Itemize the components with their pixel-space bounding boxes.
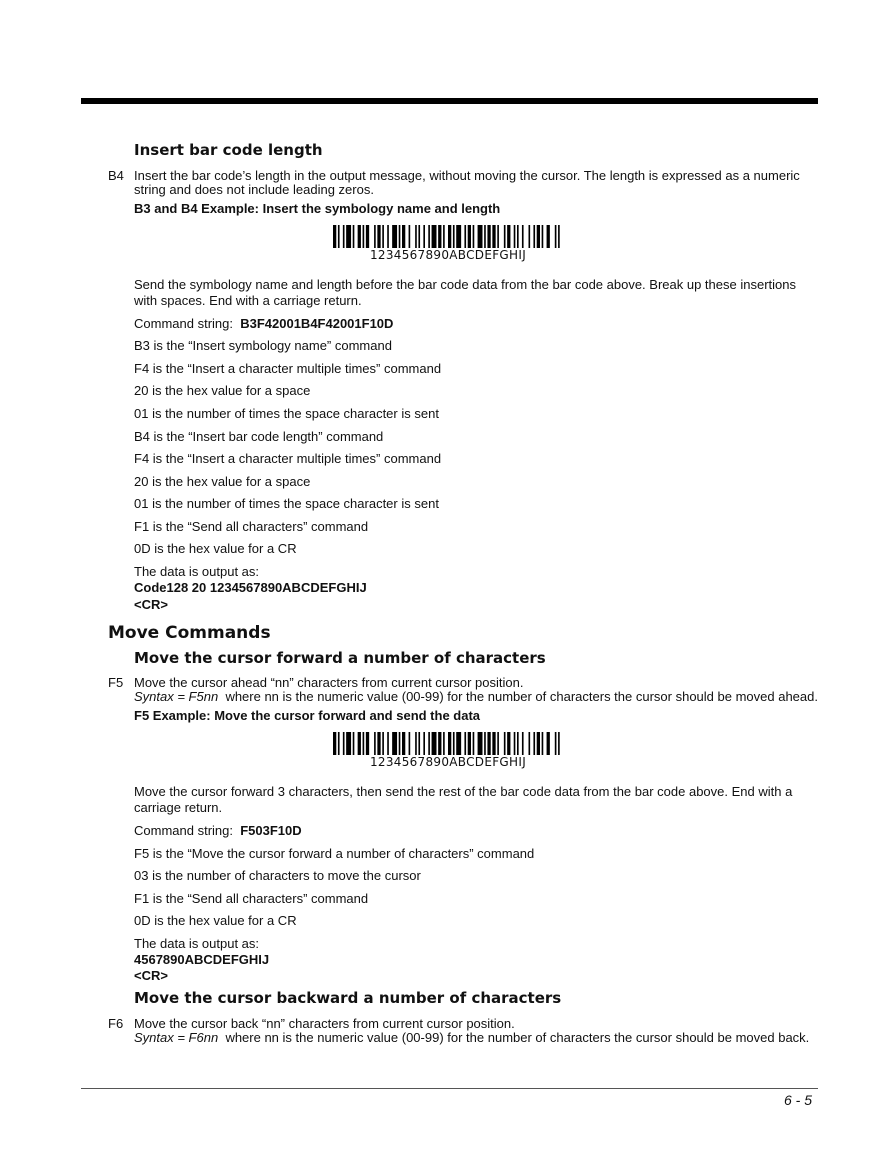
list-item: 0D is the hex value for a CR: [134, 541, 297, 556]
barcode-image-2: [333, 732, 563, 769]
command-string-label: Command string:: [134, 316, 233, 331]
f5-send-line2: carriage return.: [134, 800, 223, 815]
output-line1: Code128 20 1234567890ABCDEFGHIJ: [134, 580, 367, 595]
b4-send-line2: with spaces. End with a carriage return.: [134, 293, 362, 308]
barcode-caption: 1234567890ABCDEFGHIJ: [369, 248, 527, 262]
f5-description: Move the cursor ahead “nn” characters from current cursor position.: [134, 675, 524, 690]
command-code-f5: F5: [108, 675, 124, 690]
f5-output-line2: <CR>: [134, 968, 168, 983]
list-item: F4 is the “Insert a character multiple times” command: [134, 361, 442, 376]
barcode-image-1: [333, 225, 563, 262]
list-item: 0D is the hex value for a CR: [134, 913, 297, 928]
command-string: [134, 316, 393, 331]
section-heading-insert-length: Insert bar code length: [134, 141, 323, 159]
command-string-value: B3F42001B4F42001F10D: [240, 316, 394, 331]
list-item: 03 is the number of characters to move the cursor: [134, 868, 421, 883]
f5-syntax-rest: where nn is the numeric value (00-99) for the number of characters the cursor should be moved ahead.: [225, 689, 818, 704]
f5-output-line1: 4567890ABCDEFGHIJ: [134, 952, 270, 967]
f5-output-label: The data is output as:: [134, 936, 260, 951]
footer-rule: [81, 1088, 818, 1089]
f5-send-line1: Move the cursor forward 3 characters, then send the rest of the bar code data from the bar code above. End with a: [134, 784, 793, 799]
f6-syntax: [134, 1030, 809, 1045]
list-item: F4 is the “Insert a character multiple times” command: [134, 451, 442, 466]
b4-description-line1: Insert the bar code’s length in the output message, without moving the cursor. The length is expressed as a numeric: [134, 168, 800, 183]
list-item: 20 is the hex value for a space: [134, 383, 311, 398]
f6-syntax-rest: where nn is the numeric value (00-99) for the number of characters the cursor should be moved back.: [225, 1030, 810, 1045]
f5-syntax-label: Syntax = F5nn: [134, 689, 219, 704]
list-item: F5 is the “Move the cursor forward a number of characters” command: [134, 846, 535, 861]
list-item: F1 is the “Send all characters” command: [134, 519, 369, 534]
f5-command-string-value: F503F10D: [240, 823, 302, 838]
list-item: 01 is the number of times the space character is sent: [134, 496, 439, 511]
list-item: B3 is the “Insert symbology name” command: [134, 338, 392, 353]
f6-syntax-label: Syntax = F6nn: [134, 1030, 219, 1045]
f5-command-string-label: Command string:: [134, 823, 233, 838]
header-rule: [81, 98, 818, 104]
section-heading-move-commands: Move Commands: [108, 623, 271, 643]
list-item: F1 is the “Send all characters” command: [134, 891, 369, 906]
b4-send-line1: Send the symbology name and length before the bar code data from the bar code above. Break up these insertions: [134, 277, 796, 292]
barcode-bars: [333, 225, 563, 248]
f5-syntax: [134, 689, 818, 704]
output-label: The data is output as:: [134, 564, 260, 579]
output-line2: <CR>: [134, 597, 168, 612]
b3-b4-example-title: B3 and B4 Example: Insert the symbology name and length: [134, 201, 501, 216]
page-number: 6 - 5: [783, 1092, 812, 1108]
subheading-move-backward: Move the cursor backward a number of characters: [134, 989, 562, 1007]
b4-description-line2: string and does not include leading zeros.: [134, 182, 374, 197]
command-code-b4: B4: [108, 168, 124, 183]
list-item: 20 is the hex value for a space: [134, 474, 311, 489]
list-item: B4 is the “Insert bar code length” command: [134, 429, 384, 444]
list-item: 01 is the number of times the space character is sent: [134, 406, 439, 421]
f6-description: Move the cursor back “nn” characters from current cursor position.: [134, 1016, 515, 1031]
barcode-bars: [333, 732, 563, 755]
command-code-f6: F6: [108, 1016, 124, 1031]
barcode-caption: 1234567890ABCDEFGHIJ: [369, 755, 527, 769]
f5-command-string: [134, 823, 302, 838]
f5-example-title: F5 Example: Move the cursor forward and send the data: [134, 708, 481, 723]
subheading-move-forward: Move the cursor forward a number of characters: [134, 649, 546, 667]
